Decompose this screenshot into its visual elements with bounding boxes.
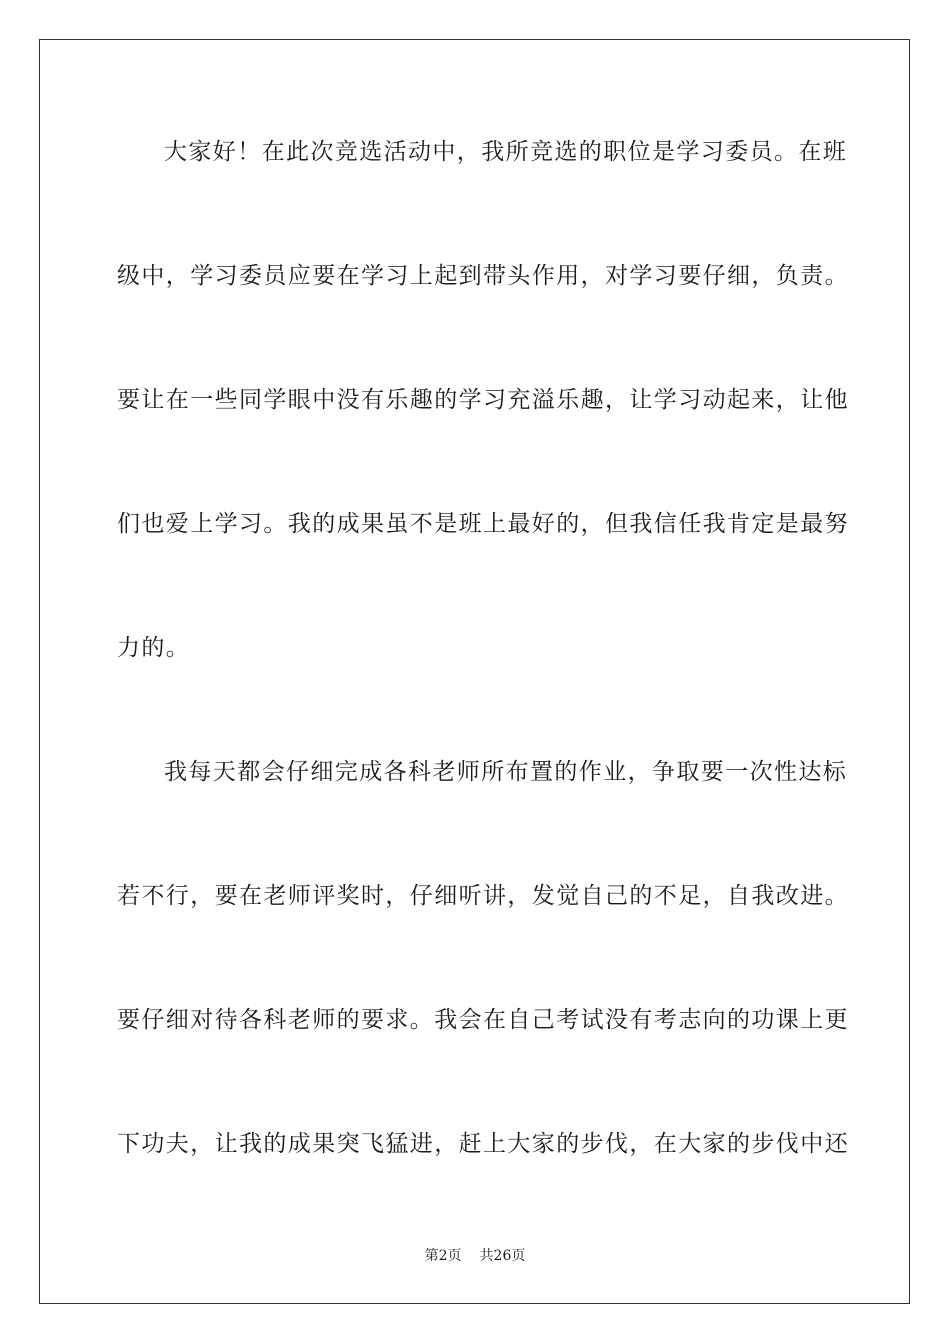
paragraph-line: 我每天都会仔细完成各科老师所布置的作业，争取要一次性达标 — [164, 759, 848, 785]
paragraph-line: 大家好！在此次竞选活动中，我所竞选的职位是学习委员。在班 — [164, 139, 848, 165]
page-number: 第2页 — [424, 1248, 462, 1264]
paragraph-line: 级中，学习委员应要在学习上起到带头作用，对学习要仔细，负责。 — [117, 263, 849, 289]
paragraph-line: 要让在一些同学眼中没有乐趣的学习充溢乐趣，让学习动起来，让他 — [117, 387, 849, 413]
page-border — [39, 39, 910, 1304]
paragraph-line: 力的。 — [117, 635, 191, 661]
total-pages: 共26页 — [479, 1248, 526, 1264]
paragraph-line: 们也爱上学习。我的成果虽不是班上最好的，但我信任我肯定是最努 — [117, 511, 849, 537]
paragraph-line: 要仔细对待各科老师的要求。我会在自己考试没有考志向的功课上更 — [117, 1007, 849, 1033]
paragraph-line: 下功夫，让我的成果突飞猛进，赶上大家的步伐，在大家的步伐中还 — [117, 1131, 849, 1157]
page-footer — [0, 1247, 950, 1265]
paragraph-line: 若不行，要在老师评奖时，仔细听讲，发觉自己的不足，自我改进。 — [117, 883, 849, 909]
